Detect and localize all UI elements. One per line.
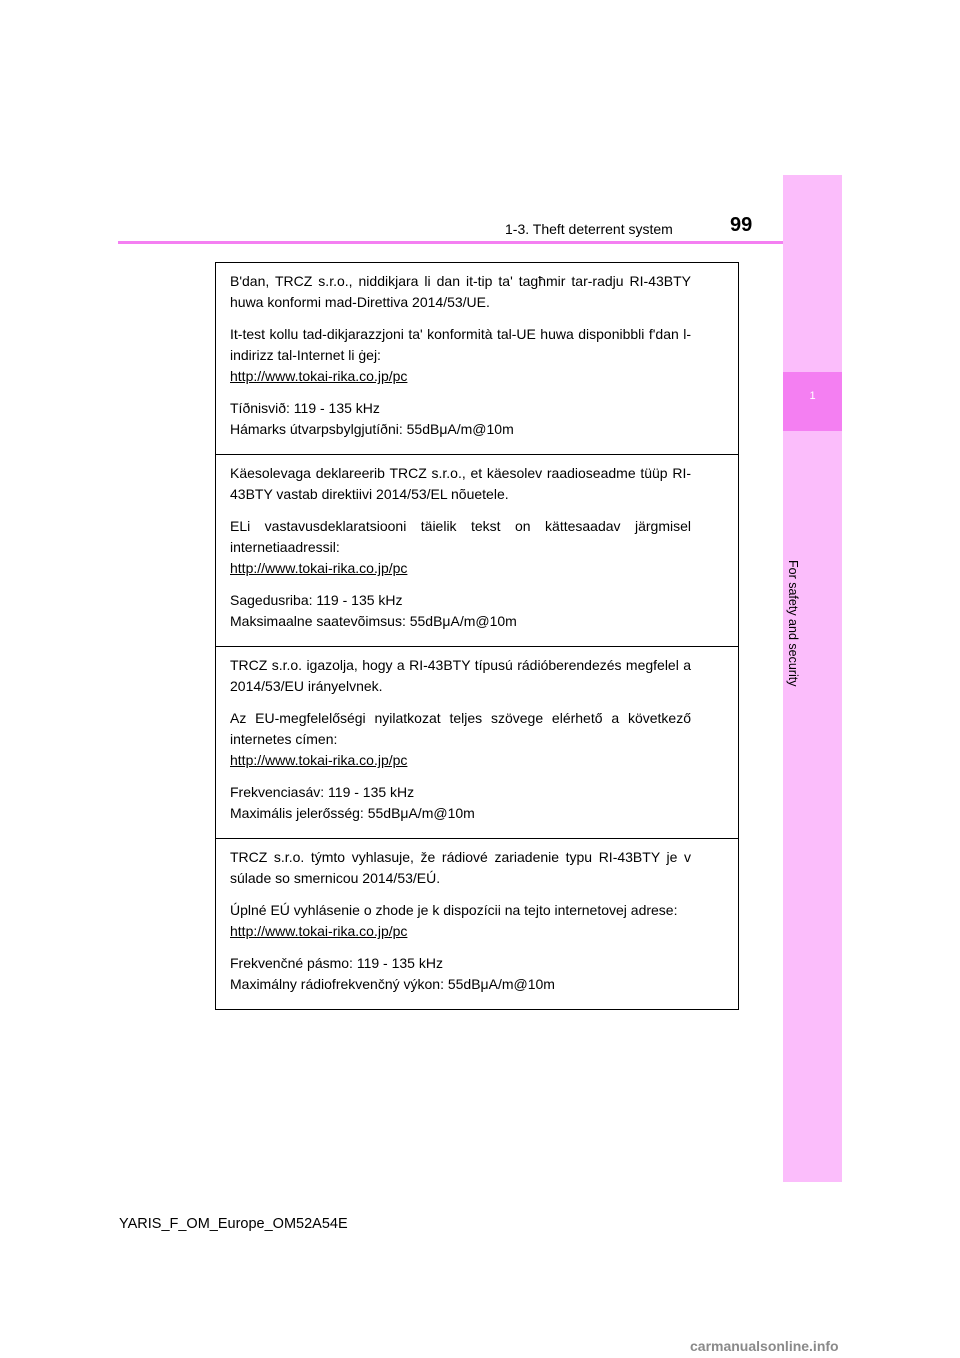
declaration-text: TRCZ s.r.o. igazolja, hogy a RI-43BTY típusú rádióberendezés megfelel a 2014/53/EU irányelvnek. (230, 657, 691, 694)
specs (230, 398, 691, 440)
declaration-box (215, 262, 739, 1010)
availability-text: Úplné EÚ vyhlásenie o zhode je k dispozícii na tejto internetovej adrese: (230, 902, 678, 918)
frequency-band: Frekvenčné pásmo: 119 - 135 kHz (230, 955, 443, 971)
max-power: Hámarks útvarpsbylgjutíðni: 55dBμA/m@10m (230, 421, 514, 437)
frequency-band: Frekvenciasáv: 119 - 135 kHz (230, 784, 415, 800)
availability-text: It-test kollu tad-dikjarazzjoni ta' konformità tal-UE huwa disponibbli f'dan l-indirizz tal-Internet li ġej: (230, 326, 691, 363)
declaration-link[interactable]: http://www.tokai-rika.co.jp/pc (230, 923, 408, 939)
declaration-text: B'dan, TRCZ s.r.o., niddikjara li dan it-tip ta' tagħmir tar-radju RI-43BTY huwa konformi mad-Direttiva 2014/53/UE. (230, 273, 691, 310)
header-rule (118, 241, 783, 244)
declaration-link[interactable]: http://www.tokai-rika.co.jp/pc (230, 560, 408, 576)
chapter-label: For safety and security (786, 560, 800, 687)
declaration-hungarian (216, 646, 738, 824)
declaration-estonian (216, 454, 738, 632)
declaration-text: TRCZ s.r.o. týmto vyhlasuje, že rádiové zariadenie typu RI-43BTY je v súlade so smernicou 2014/53/EÚ. (230, 849, 691, 886)
declaration-slovak (216, 838, 738, 995)
max-power: Maksimaalne saatevõimsus: 55dBμA/m@10m (230, 613, 517, 629)
declaration-text: Käesolevaga deklareerib TRCZ s.r.o., et käesolev raadioseadme tüüp RI-43BTY vastab direktiivi 2014/53/EL nõuetele. (230, 465, 691, 502)
watermark: carmanualsonline.info (690, 1338, 839, 1354)
specs (230, 782, 691, 824)
section-title: 1-3. Theft deterrent system (505, 221, 673, 237)
availability-text: ELi vastavusdeklaratsiooni täielik tekst on kättesaadav järgmisel internetiaadressil: (230, 518, 691, 555)
max-power: Maximális jelerősség: 55dBμA/m@10m (230, 805, 475, 821)
frequency-band: Sagedusriba: 119 - 135 kHz (230, 592, 403, 608)
declaration-link[interactable]: http://www.tokai-rika.co.jp/pc (230, 752, 408, 768)
declaration-maltese (216, 263, 738, 440)
document-code: YARIS_F_OM_Europe_OM52A54E (119, 1216, 348, 1232)
specs (230, 590, 691, 632)
availability-text: Az EU-megfelelőségi nyilatkozat teljes szövege elérhető a következő internetes címen: (230, 710, 691, 747)
page-number: 99 (730, 214, 753, 236)
frequency-band: Tíðnisvið: 119 - 135 kHz (230, 400, 380, 416)
declaration-link[interactable]: http://www.tokai-rika.co.jp/pc (230, 368, 408, 384)
max-power: Maximálny rádiofrekvenčný výkon: 55dBμA/m@10m (230, 976, 555, 992)
specs (230, 953, 691, 995)
chapter-number: 1 (809, 390, 816, 402)
